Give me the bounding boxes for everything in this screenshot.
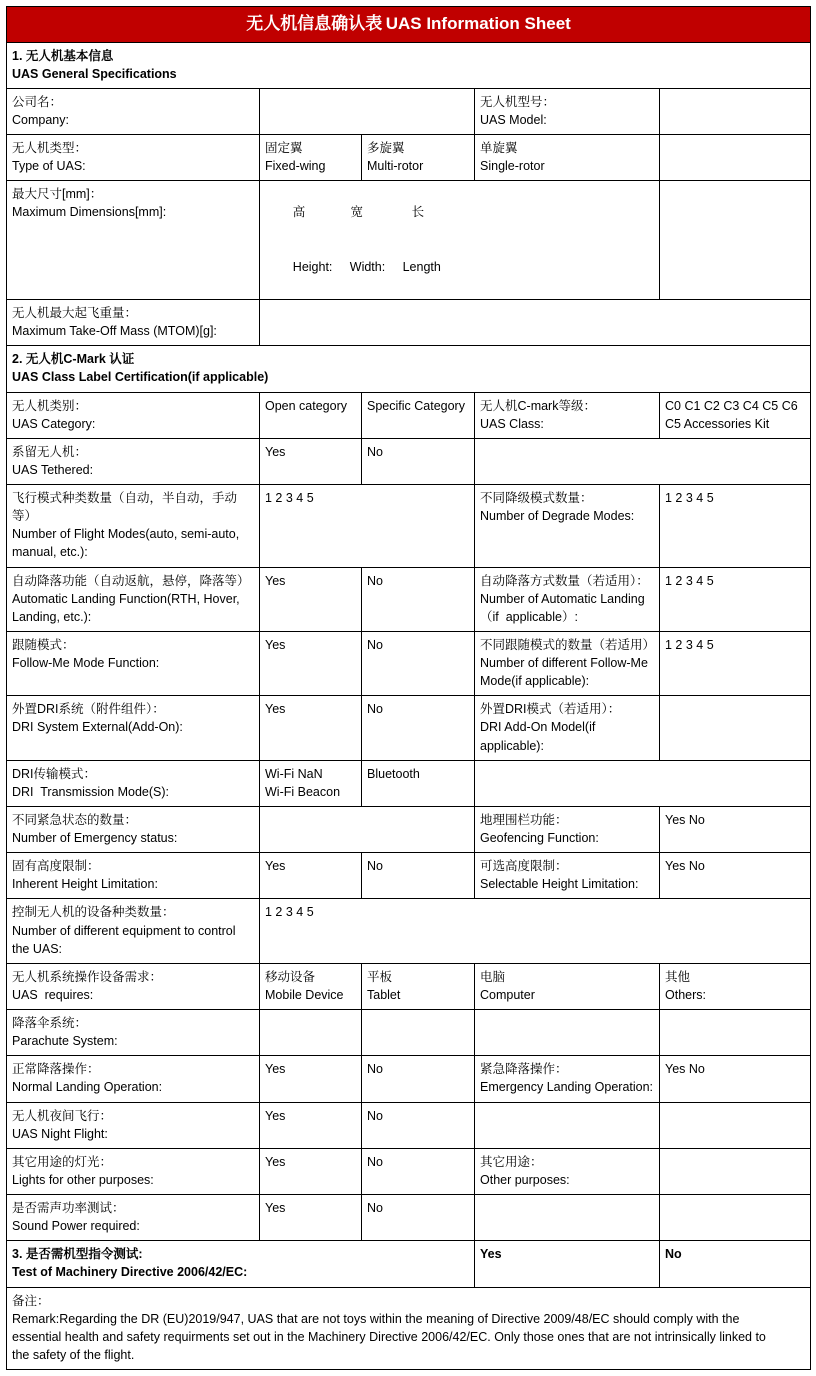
row-automatic-landing bbox=[7, 567, 811, 631]
uas-requires-mobile-en: Mobile Device bbox=[265, 987, 344, 1002]
model-label-zh: 无人机型号： bbox=[480, 94, 556, 109]
type-option-multi-rotor-zh: 多旋翼 bbox=[367, 141, 405, 155]
sound-power-option-yes[interactable]: Yes bbox=[260, 1195, 362, 1241]
dri-addon-model-label-zh: 外置DRI模式（若适用）： bbox=[480, 702, 621, 717]
sound-power-far-right-field[interactable] bbox=[660, 1195, 811, 1241]
remark-line-3: the safety of the flight. bbox=[12, 1347, 135, 1362]
inherent-height-label-zh: 固有高度限制： bbox=[12, 859, 100, 874]
type-option-fixed-wing-zh: 固定翼 bbox=[265, 141, 303, 155]
emergency-status-label-zh: 不同紧急状态的数量： bbox=[12, 812, 138, 827]
category-option-specific[interactable]: Specific Category bbox=[362, 392, 475, 438]
dri-mode-right-field[interactable] bbox=[475, 760, 811, 806]
sound-power-right-field[interactable] bbox=[475, 1195, 660, 1241]
night-flight-label-zh: 无人机夜间飞行： bbox=[12, 1108, 113, 1123]
parachute-field-3[interactable] bbox=[475, 1010, 660, 1056]
parachute-field-1[interactable] bbox=[260, 1010, 362, 1056]
selectable-height-label-zh: 可选高度限制： bbox=[480, 859, 568, 874]
uas-requires-option-mobile[interactable] bbox=[260, 963, 362, 1009]
follow-me-count-options[interactable]: 1 2 3 4 5 bbox=[660, 631, 811, 695]
follow-me-count-label-zh: 不同跟随模式的数量（若适用） bbox=[480, 637, 656, 652]
flight-modes-options[interactable]: 1 2 3 4 5 bbox=[260, 485, 475, 568]
tethered-label-zh: 系留无人机： bbox=[12, 444, 88, 459]
dimensions-width-zh: 宽 bbox=[350, 205, 363, 220]
night-flight-right-field[interactable] bbox=[475, 1102, 660, 1148]
dimensions-height-zh: 高 bbox=[292, 205, 306, 220]
row-sound-power bbox=[7, 1195, 811, 1241]
company-label-zh: 公司名： bbox=[12, 94, 63, 109]
uas-requires-label bbox=[7, 963, 260, 1009]
dri-mode-option-wifi-nan: Wi-Fi NaN bbox=[265, 766, 323, 781]
tethered-right-field[interactable] bbox=[475, 438, 811, 484]
parachute-label bbox=[7, 1010, 260, 1056]
dimensions-length-zh: 长 bbox=[411, 205, 425, 220]
uas-requires-tablet-en: Tablet bbox=[367, 987, 401, 1002]
remark-label-zh: 备注： bbox=[12, 1293, 50, 1308]
section-1-label-en: UAS General Specifications bbox=[12, 66, 177, 81]
geofencing-label-zh: 地理围栏功能： bbox=[480, 812, 568, 827]
flight-modes-label-zh: 飞行模式种类数量（自动，半自动，手动等） bbox=[12, 491, 238, 524]
tethered-option-no[interactable]: No bbox=[362, 438, 475, 484]
row-follow-me bbox=[7, 631, 811, 695]
type-option-single-rotor[interactable] bbox=[475, 135, 660, 181]
row-emergency-status bbox=[7, 806, 811, 852]
lights-label-zh: 其它用途的灯光： bbox=[12, 1154, 113, 1169]
title-chinese: 无人机信息确认表 bbox=[246, 14, 383, 33]
uas-requires-label-zh: 无人机系统操作设备需求： bbox=[12, 969, 163, 984]
night-flight-far-right-field[interactable] bbox=[660, 1102, 811, 1148]
selectable-height-options[interactable]: Yes No bbox=[660, 853, 811, 899]
cmark-class-options[interactable] bbox=[660, 392, 811, 438]
dri-external-option-no[interactable]: No bbox=[362, 696, 475, 760]
type-option-multi-rotor[interactable] bbox=[362, 135, 475, 181]
section-2-label-zh: 2. 无人机C-Mark 认证 bbox=[12, 352, 135, 367]
model-label bbox=[475, 88, 660, 134]
auto-landing-label-en2: Landing, etc.): bbox=[12, 609, 92, 624]
mtom-label-en: Maximum Take-Off Mass (MTOM)[g]: bbox=[12, 324, 217, 339]
selectable-height-label bbox=[475, 853, 660, 899]
emergency-status-label bbox=[7, 806, 260, 852]
night-flight-label-en: UAS Night Flight: bbox=[12, 1126, 108, 1141]
other-purposes-label-en: Other purposes: bbox=[480, 1172, 570, 1187]
other-purposes-label bbox=[475, 1148, 660, 1194]
sound-power-label-en: Sound Power required: bbox=[12, 1219, 140, 1234]
type-option-single-rotor-en: Single-rotor bbox=[480, 159, 545, 174]
dri-addon-model-field[interactable] bbox=[660, 696, 811, 760]
flight-modes-label bbox=[7, 485, 260, 568]
section-3-row bbox=[7, 1241, 811, 1287]
section-2-row bbox=[7, 346, 811, 392]
follow-me-label-zh: 跟随模式： bbox=[12, 637, 75, 652]
auto-landing-option-no[interactable]: No bbox=[362, 567, 475, 631]
emergency-landing-label-en: Emergency Landing Operation: bbox=[480, 1080, 654, 1095]
remark-cell bbox=[7, 1287, 811, 1370]
row-uas-category bbox=[7, 392, 811, 438]
follow-me-label-en: Follow-Me Mode Function: bbox=[12, 656, 160, 670]
tethered-label-en: UAS Tethered: bbox=[12, 462, 94, 477]
section-3-option-no[interactable]: No bbox=[660, 1241, 811, 1287]
lights-label bbox=[7, 1148, 260, 1194]
uas-requires-option-tablet[interactable] bbox=[362, 963, 475, 1009]
category-option-open[interactable]: Open category bbox=[260, 392, 362, 438]
category-label-zh: 无人机类别： bbox=[12, 398, 88, 413]
remark-line-2: essential health and safety requirments set out in the Machinery Directive 2006/42/EC. Only those ones that are not intrinsically linked to bbox=[12, 1329, 766, 1344]
auto-landing-count-label-en1: Number of Automatic Landing bbox=[480, 591, 645, 606]
uas-requires-label-en: UAS requires: bbox=[12, 987, 94, 1002]
degrade-modes-label-zh: 不同降级模式数量： bbox=[480, 491, 593, 505]
company-value-field[interactable] bbox=[260, 88, 475, 134]
geofencing-label-en: Geofencing Function: bbox=[480, 831, 599, 845]
row-company bbox=[7, 88, 811, 134]
dri-mode-option-wifi-beacon: Wi-Fi Beacon bbox=[265, 784, 341, 799]
parachute-label-en: Parachute System: bbox=[12, 1034, 118, 1049]
dimensions-label-zh: 最大尺寸[mm]： bbox=[12, 187, 103, 202]
dri-external-label bbox=[7, 696, 260, 760]
dri-external-option-yes[interactable]: Yes bbox=[260, 696, 362, 760]
row-flight-modes bbox=[7, 485, 811, 568]
follow-me-count-label-en2: Mode(if applicable): bbox=[480, 674, 590, 689]
type-label-en: Type of UAS: bbox=[12, 159, 86, 174]
type-label bbox=[7, 135, 260, 181]
night-flight-option-no[interactable]: No bbox=[362, 1102, 475, 1148]
dimensions-label-en: Maximum Dimensions[mm]: bbox=[12, 205, 167, 220]
model-value-field[interactable] bbox=[660, 88, 811, 134]
normal-landing-label-en: Normal Landing Operation: bbox=[12, 1080, 163, 1095]
degrade-modes-options[interactable]: 1 2 3 4 5 bbox=[660, 485, 811, 568]
uas-requires-tablet-zh: 平板 bbox=[367, 969, 393, 984]
company-label bbox=[7, 88, 260, 134]
other-purposes-field[interactable] bbox=[660, 1148, 811, 1194]
dri-mode-option-bluetooth[interactable]: Bluetooth bbox=[362, 760, 475, 806]
normal-landing-label bbox=[7, 1056, 260, 1102]
model-label-en: UAS Model: bbox=[480, 112, 547, 127]
section-1-row bbox=[7, 42, 811, 88]
lights-label-en: Lights for other purposes: bbox=[12, 1172, 154, 1187]
auto-landing-label bbox=[7, 567, 260, 631]
uas-information-sheet-table bbox=[6, 6, 811, 1370]
emergency-landing-options[interactable]: Yes No bbox=[660, 1056, 811, 1102]
emergency-landing-label bbox=[475, 1056, 660, 1102]
follow-me-option-yes[interactable]: Yes bbox=[260, 631, 362, 695]
tethered-label bbox=[7, 438, 260, 484]
row-normal-landing bbox=[7, 1056, 811, 1102]
dri-mode-option-wifi[interactable] bbox=[260, 760, 362, 806]
degrade-modes-label-en: Number of Degrade Modes: bbox=[480, 509, 635, 524]
row-mtom bbox=[7, 300, 811, 346]
lights-option-yes[interactable]: Yes bbox=[260, 1148, 362, 1194]
type-option-fixed-wing-en: Fixed-wing bbox=[265, 159, 326, 174]
dimensions-width-en: Width: bbox=[349, 259, 386, 274]
control-equipment-label-zh: 控制无人机的设备种类数量： bbox=[12, 905, 175, 920]
control-equipment-options[interactable]: 1 2 3 4 5 bbox=[260, 899, 811, 963]
dri-external-label-zh: 外置DRI系统（附件组件）： bbox=[12, 702, 165, 717]
section-1-label-zh: 1. 无人机基本信息 bbox=[12, 48, 114, 63]
normal-landing-label-zh: 正常降落操作： bbox=[12, 1062, 100, 1077]
selectable-height-label-en: Selectable Height Limitation: bbox=[480, 877, 639, 892]
row-dri-transmission bbox=[7, 760, 811, 806]
inherent-height-option-yes[interactable]: Yes bbox=[260, 853, 362, 899]
inherent-height-label bbox=[7, 853, 260, 899]
mtom-label-zh: 无人机最大起飞重量： bbox=[12, 306, 138, 320]
row-uas-tethered bbox=[7, 438, 811, 484]
follow-me-option-no[interactable]: No bbox=[362, 631, 475, 695]
row-parachute bbox=[7, 1010, 811, 1056]
flight-modes-label-en2: manual, etc.): bbox=[12, 545, 88, 560]
type-option-multi-rotor-en: Multi-rotor bbox=[367, 159, 424, 174]
emergency-status-label-en: Number of Emergency status: bbox=[12, 831, 178, 845]
dri-addon-model-label-en2: applicable): bbox=[480, 738, 544, 753]
follow-me-count-label-en1: Number of different Follow-Me bbox=[480, 656, 648, 670]
section-3-label-en: Test of Machinery Directive 2006/42/EC: bbox=[12, 1265, 248, 1280]
lights-option-no[interactable]: No bbox=[362, 1148, 475, 1194]
category-label-en: UAS Category: bbox=[12, 416, 96, 431]
uas-requires-option-others[interactable] bbox=[660, 963, 811, 1009]
inherent-height-label-en: Inherent Height Limitation: bbox=[12, 877, 158, 892]
dri-mode-label-zh: DRI传输模式： bbox=[12, 766, 97, 781]
row-type-of-uas bbox=[7, 135, 811, 181]
dri-addon-model-label-en1: DRI Add-On Model(if bbox=[480, 720, 596, 735]
remark-row bbox=[7, 1287, 811, 1370]
geofencing-options[interactable]: Yes No bbox=[660, 806, 811, 852]
control-equipment-label-en2: the UAS: bbox=[12, 941, 63, 956]
dimensions-extra-field[interactable] bbox=[660, 181, 811, 300]
type-option-single-rotor-zh: 单旋翼 bbox=[480, 141, 518, 155]
auto-landing-count-label-zh: 自动降落方式数量（若适用）： bbox=[480, 573, 649, 588]
geofencing-label bbox=[475, 806, 660, 852]
cmark-classes-line2: C5 Accessories Kit bbox=[665, 416, 770, 431]
tethered-option-yes[interactable]: Yes bbox=[260, 438, 362, 484]
sound-power-label-zh: 是否需声功率测试： bbox=[12, 1201, 125, 1215]
dimensions-length-en: Length bbox=[402, 259, 441, 274]
mtom-label bbox=[7, 300, 260, 346]
normal-landing-option-yes[interactable]: Yes bbox=[260, 1056, 362, 1102]
row-night-flight bbox=[7, 1102, 811, 1148]
remark-line-1: Remark:Regarding the DR (EU)2019/947, UAS that are not toys within the meaning of Directive 2009/48/EC should comply with the bbox=[12, 1311, 740, 1326]
row-height-limitation bbox=[7, 853, 811, 899]
uas-requires-computer-zh: 电脑 bbox=[480, 969, 506, 984]
row-dri-external bbox=[7, 696, 811, 760]
dri-mode-label bbox=[7, 760, 260, 806]
dri-external-label-en: DRI System External(Add-On): bbox=[12, 720, 183, 735]
normal-landing-option-no[interactable]: No bbox=[362, 1056, 475, 1102]
title-english: UAS Information Sheet bbox=[385, 14, 571, 33]
auto-landing-count-label bbox=[475, 567, 660, 631]
sound-power-option-no[interactable]: No bbox=[362, 1195, 475, 1241]
cmark-label-en: UAS Class: bbox=[480, 416, 544, 431]
inherent-height-option-no[interactable]: No bbox=[362, 853, 475, 899]
follow-me-label bbox=[7, 631, 260, 695]
sound-power-label bbox=[7, 1195, 260, 1241]
parachute-field-4[interactable] bbox=[660, 1010, 811, 1056]
type-option-fixed-wing[interactable] bbox=[260, 135, 362, 181]
dimensions-fields[interactable] bbox=[260, 181, 660, 300]
uas-requires-others-zh: 其他 bbox=[665, 969, 691, 984]
other-purposes-label-zh: 其它用途： bbox=[480, 1154, 543, 1169]
category-label bbox=[7, 392, 260, 438]
auto-landing-count-label-en2: （if applicable）: bbox=[480, 609, 578, 624]
section-3-label-zh: 3. 是否需机型指令测试: bbox=[12, 1247, 143, 1262]
auto-landing-label-zh: 自动降落功能（自动返航，悬停，降落等） bbox=[12, 573, 250, 588]
type-option-other-field[interactable] bbox=[660, 135, 811, 181]
parachute-label-zh: 降落伞系统： bbox=[12, 1016, 88, 1030]
uas-requires-others-en: Others: bbox=[665, 987, 706, 1002]
night-flight-label bbox=[7, 1102, 260, 1148]
dimensions-en-row bbox=[265, 240, 654, 294]
control-equipment-label-en1: Number of different equipment to control bbox=[12, 923, 236, 938]
night-flight-option-yes[interactable]: Yes bbox=[260, 1102, 362, 1148]
company-label-en: Company: bbox=[12, 112, 69, 127]
dimensions-label bbox=[7, 181, 260, 300]
control-equipment-label bbox=[7, 899, 260, 963]
emergency-status-field[interactable] bbox=[260, 806, 475, 852]
section-3-header bbox=[7, 1241, 475, 1287]
dri-mode-label-en: DRI Transmission Mode(S): bbox=[12, 784, 169, 799]
section-2-label-en: UAS Class Label Certification(if applicable) bbox=[12, 370, 269, 385]
document-title bbox=[7, 7, 811, 43]
uas-requires-mobile-zh: 移动设备 bbox=[265, 969, 316, 984]
row-uas-requires bbox=[7, 963, 811, 1009]
row-max-dimensions bbox=[7, 181, 811, 300]
cmark-classes-line1: C0 C1 C2 C3 C4 C5 C6 bbox=[665, 398, 798, 413]
row-control-equipment bbox=[7, 899, 811, 963]
auto-landing-option-yes[interactable]: Yes bbox=[260, 567, 362, 631]
dimensions-height-en: Height: bbox=[292, 259, 333, 274]
uas-requires-option-computer[interactable] bbox=[475, 963, 660, 1009]
uas-requires-computer-en: Computer bbox=[480, 987, 535, 1002]
section-1-header bbox=[7, 42, 811, 88]
section-2-header bbox=[7, 346, 811, 392]
row-lights bbox=[7, 1148, 811, 1194]
flight-modes-label-en1: Number of Flight Modes(auto, semi-auto, bbox=[12, 527, 240, 542]
emergency-landing-label-zh: 紧急降落操作： bbox=[480, 1062, 568, 1077]
degrade-modes-label bbox=[475, 485, 660, 568]
mtom-value-field[interactable] bbox=[260, 300, 811, 346]
parachute-field-2[interactable] bbox=[362, 1010, 475, 1056]
section-3-option-yes[interactable]: Yes bbox=[475, 1241, 660, 1287]
auto-landing-count-options[interactable]: 1 2 3 4 5 bbox=[660, 567, 811, 631]
dimensions-zh-row bbox=[265, 185, 654, 239]
dri-addon-model-label bbox=[475, 696, 660, 760]
cmark-label bbox=[475, 392, 660, 438]
type-label-zh: 无人机类型： bbox=[12, 141, 88, 155]
follow-me-count-label bbox=[475, 631, 660, 695]
cmark-label-zh: 无人机C-mark等级： bbox=[480, 398, 596, 413]
auto-landing-label-en1: Automatic Landing Function(RTH, Hover, bbox=[12, 591, 240, 606]
title-row bbox=[7, 7, 811, 43]
